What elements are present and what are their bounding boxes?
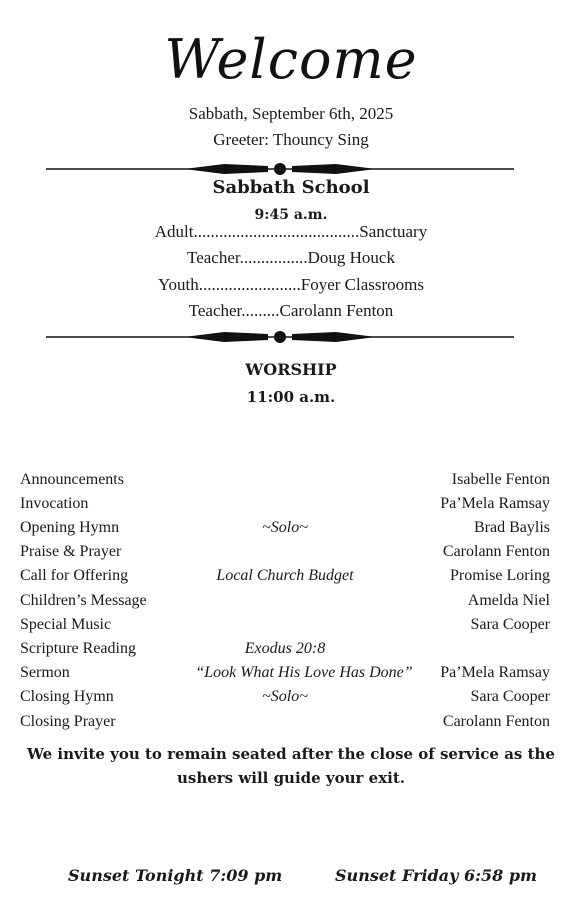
program-person: Carolann Fenton xyxy=(442,713,550,730)
school-line-adult: Adult.......................................Sanctuary xyxy=(154,222,428,241)
program-item: Closing Prayer xyxy=(20,713,116,730)
program-item: Opening Hymn xyxy=(20,519,120,536)
program-person: Carolann Fenton xyxy=(442,543,550,560)
program-item: Announcements xyxy=(20,471,124,488)
program-detail: Local Church Budget xyxy=(216,567,354,584)
program-detail: Exodus 20:8 xyxy=(244,640,326,657)
program-row xyxy=(20,592,550,614)
program-item: Special Music xyxy=(20,616,112,633)
program-person: Sara Cooper xyxy=(470,616,550,633)
program-item: Call for Offering xyxy=(20,567,129,584)
program-item: Sermon xyxy=(20,664,70,681)
program-person: Isabelle Fenton xyxy=(451,471,550,488)
welcome-title: Welcome xyxy=(164,28,418,91)
program-row xyxy=(20,519,550,541)
program-person: Sara Cooper xyxy=(470,688,550,705)
program-item: Invocation xyxy=(20,495,89,512)
program-row xyxy=(20,567,550,589)
school-line-youth: Youth........................Foyer Classrooms xyxy=(157,275,425,294)
program-row xyxy=(20,688,550,710)
program-person: Amelda Niel xyxy=(467,592,550,609)
program-item: Closing Hymn xyxy=(20,688,114,705)
ornament-divider-middle xyxy=(46,327,514,347)
program-row xyxy=(20,640,550,662)
worship-time: 11:00 a.m. xyxy=(246,388,336,406)
worship-title: WORSHIP xyxy=(245,360,337,379)
seating-notice: We invite you to remain seated after the close of service as the ushers will guide your exit. xyxy=(27,745,555,787)
program-person: Brad Baylis xyxy=(474,519,550,536)
program-item: Scripture Reading xyxy=(20,640,136,657)
program-item: Praise & Prayer xyxy=(20,543,122,560)
school-line-adult-teacher: Teacher................Doug Houck xyxy=(187,248,395,267)
sabbath-school-title: Sabbath School xyxy=(212,177,370,198)
program-detail: ~Solo~ xyxy=(262,688,308,705)
program-row xyxy=(20,664,550,686)
sunset-tonight: Sunset Tonight 7:09 pm xyxy=(68,866,283,885)
sunset-friday: Sunset Friday 6:58 pm xyxy=(335,866,537,885)
program-row xyxy=(20,495,550,517)
program-row xyxy=(20,713,550,735)
program-detail: ~Solo~ xyxy=(262,519,308,536)
program-person: Promise Loring xyxy=(450,567,550,584)
program-detail: “Look What His Love Has Done” xyxy=(195,664,413,681)
service-date: Sabbath, September 6th, 2025 xyxy=(188,104,394,123)
school-line-youth-teacher: Teacher.........Carolann Fenton xyxy=(188,301,394,320)
sabbath-school-time: 9:45 a.m. xyxy=(254,207,328,223)
program-person: Pa’Mela Ramsay xyxy=(440,664,550,681)
ornament-divider-top xyxy=(46,159,514,179)
program-row xyxy=(20,471,550,493)
program-item: Children’s Message xyxy=(20,592,147,609)
greeter-line: Greeter: Thouncy Sing xyxy=(213,130,369,149)
program-person: Pa’Mela Ramsay xyxy=(440,495,550,512)
program-row xyxy=(20,543,550,565)
program-row xyxy=(20,616,550,638)
